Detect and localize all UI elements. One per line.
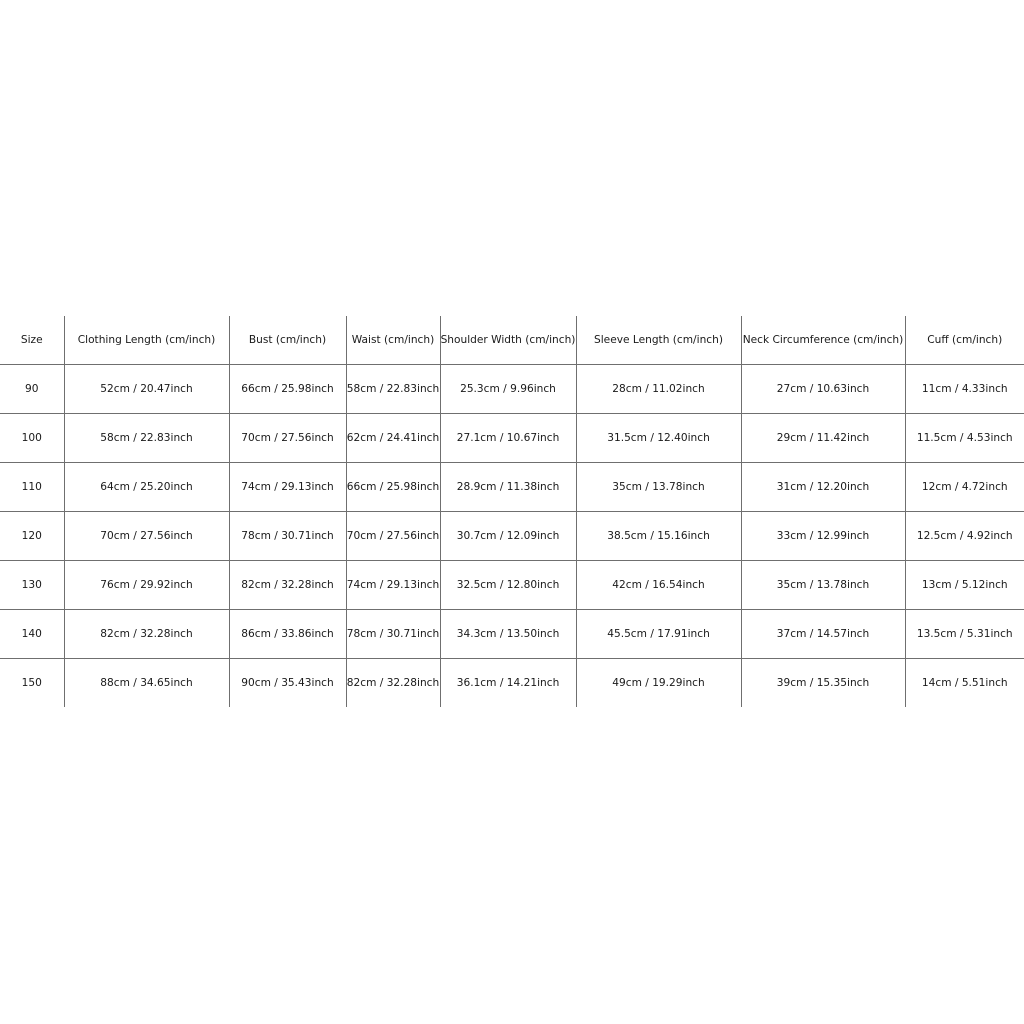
cell-shoulder-width: 30.7cm / 12.09inch bbox=[440, 512, 576, 561]
cell-waist: 78cm / 30.71inch bbox=[346, 610, 440, 659]
cell-size: 140 bbox=[0, 610, 64, 659]
column-header-clothing-length: Clothing Length (cm/inch) bbox=[64, 316, 229, 365]
header-row bbox=[0, 316, 1024, 365]
cell-cuff: 12.5cm / 4.92inch bbox=[905, 512, 1024, 561]
column-header-shoulder-width: Shoulder Width (cm/inch) bbox=[440, 316, 576, 365]
cell-shoulder-width: 32.5cm / 12.80inch bbox=[440, 561, 576, 610]
cell-cuff: 11.5cm / 4.53inch bbox=[905, 414, 1024, 463]
cell-sleeve-length: 38.5cm / 15.16inch bbox=[576, 512, 741, 561]
cell-shoulder-width: 25.3cm / 9.96inch bbox=[440, 365, 576, 414]
cell-neck-circumference: 29cm / 11.42inch bbox=[741, 414, 905, 463]
cell-neck-circumference: 37cm / 14.57inch bbox=[741, 610, 905, 659]
cell-neck-circumference: 27cm / 10.63inch bbox=[741, 365, 905, 414]
table-row bbox=[0, 512, 1024, 561]
cell-clothing-length: 88cm / 34.65inch bbox=[64, 659, 229, 708]
cell-sleeve-length: 42cm / 16.54inch bbox=[576, 561, 741, 610]
cell-clothing-length: 76cm / 29.92inch bbox=[64, 561, 229, 610]
cell-shoulder-width: 36.1cm / 14.21inch bbox=[440, 659, 576, 708]
cell-shoulder-width: 28.9cm / 11.38inch bbox=[440, 463, 576, 512]
cell-sleeve-length: 45.5cm / 17.91inch bbox=[576, 610, 741, 659]
cell-cuff: 13.5cm / 5.31inch bbox=[905, 610, 1024, 659]
cell-clothing-length: 70cm / 27.56inch bbox=[64, 512, 229, 561]
cell-waist: 70cm / 27.56inch bbox=[346, 512, 440, 561]
table-row bbox=[0, 414, 1024, 463]
cell-clothing-length: 82cm / 32.28inch bbox=[64, 610, 229, 659]
cell-clothing-length: 52cm / 20.47inch bbox=[64, 365, 229, 414]
cell-shoulder-width: 27.1cm / 10.67inch bbox=[440, 414, 576, 463]
cell-sleeve-length: 31.5cm / 12.40inch bbox=[576, 414, 741, 463]
cell-neck-circumference: 39cm / 15.35inch bbox=[741, 659, 905, 708]
cell-neck-circumference: 33cm / 12.99inch bbox=[741, 512, 905, 561]
size-chart-header bbox=[0, 316, 1024, 365]
cell-size: 120 bbox=[0, 512, 64, 561]
cell-clothing-length: 64cm / 25.20inch bbox=[64, 463, 229, 512]
cell-sleeve-length: 49cm / 19.29inch bbox=[576, 659, 741, 708]
table-row bbox=[0, 365, 1024, 414]
cell-size: 90 bbox=[0, 365, 64, 414]
cell-waist: 82cm / 32.28inch bbox=[346, 659, 440, 708]
table-row bbox=[0, 561, 1024, 610]
cell-cuff: 12cm / 4.72inch bbox=[905, 463, 1024, 512]
cell-waist: 58cm / 22.83inch bbox=[346, 365, 440, 414]
cell-waist: 66cm / 25.98inch bbox=[346, 463, 440, 512]
cell-waist: 62cm / 24.41inch bbox=[346, 414, 440, 463]
cell-neck-circumference: 31cm / 12.20inch bbox=[741, 463, 905, 512]
size-chart-body bbox=[0, 365, 1024, 708]
cell-size: 150 bbox=[21, 677, 42, 689]
cell-bust: 78cm / 30.71inch bbox=[229, 512, 346, 561]
column-header-cuff: Cuff (cm/inch) bbox=[905, 316, 1024, 365]
column-header-bust: Bust (cm/inch) bbox=[229, 316, 346, 365]
cell-bust: 86cm / 33.86inch bbox=[229, 610, 346, 659]
cell-bust: 82cm / 32.28inch bbox=[229, 561, 346, 610]
table-row bbox=[0, 659, 1024, 708]
cell-cuff: 13cm / 5.12inch bbox=[905, 561, 1024, 610]
column-header-neck-circumference: Neck Circumference (cm/inch) bbox=[741, 316, 905, 365]
table-row bbox=[0, 610, 1024, 659]
column-header-size: Size bbox=[0, 316, 64, 365]
table-row bbox=[0, 463, 1024, 512]
column-header-waist: Waist (cm/inch) bbox=[346, 316, 440, 365]
cell-cuff: 11cm / 4.33inch bbox=[905, 365, 1024, 414]
cell-bust: 74cm / 29.13inch bbox=[229, 463, 346, 512]
column-header-sleeve-length: Sleeve Length (cm/inch) bbox=[576, 316, 741, 365]
cell-clothing-length: 58cm / 22.83inch bbox=[64, 414, 229, 463]
cell-cuff: 14cm / 5.51inch bbox=[905, 659, 1024, 708]
cell-size: 130 bbox=[0, 561, 64, 610]
cell-bust: 70cm / 27.56inch bbox=[229, 414, 346, 463]
cell-size: 100 bbox=[0, 414, 64, 463]
cell-sleeve-length: 28cm / 11.02inch bbox=[576, 365, 741, 414]
cell-shoulder-width: 34.3cm / 13.50inch bbox=[440, 610, 576, 659]
cell-neck-circumference: 35cm / 13.78inch bbox=[741, 561, 905, 610]
cell-size: 110 bbox=[0, 463, 64, 512]
size-chart-table bbox=[0, 316, 1024, 707]
cell-bust: 66cm / 25.98inch bbox=[229, 365, 346, 414]
cell-sleeve-length: 35cm / 13.78inch bbox=[576, 463, 741, 512]
cell-waist: 74cm / 29.13inch bbox=[346, 561, 440, 610]
cell-bust: 90cm / 35.43inch bbox=[229, 659, 346, 708]
